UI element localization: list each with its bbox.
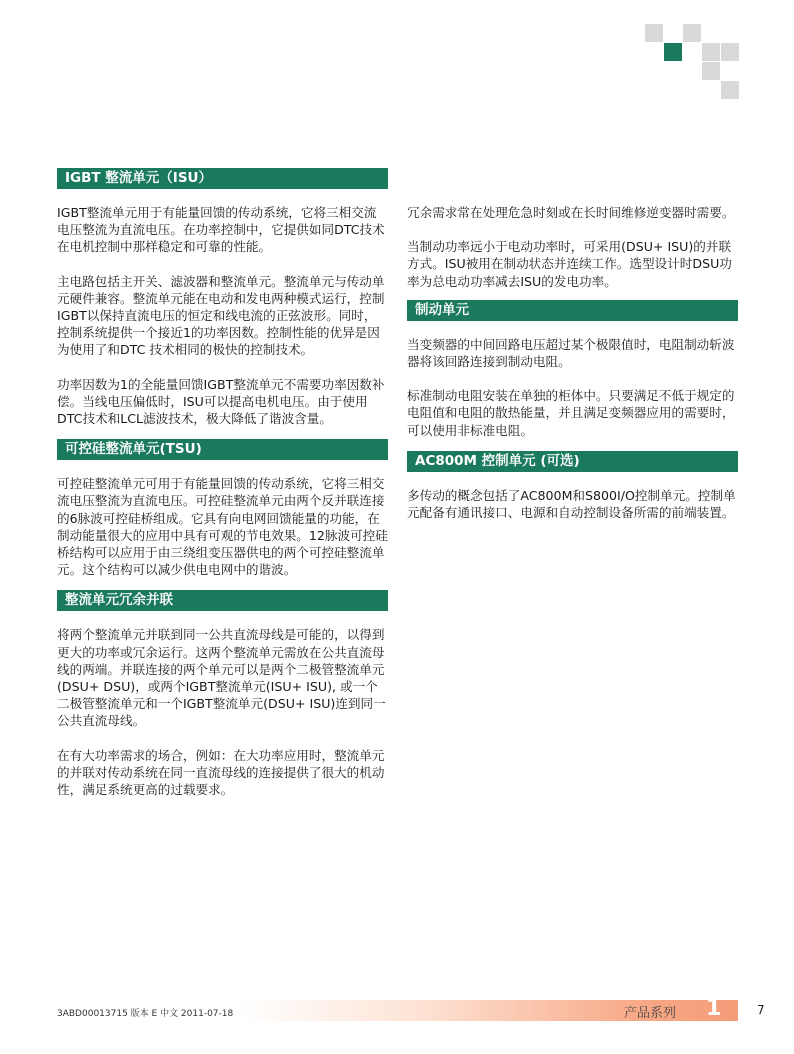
paragraph: 功率因数为1的全能量回馈IGBT整流单元不需要功率因数补偿。当线电压偏低时，ISU可以提高电机电压。由于使用DTC技术和LCL滤波技术，极大降低了谐波含量。 xyxy=(57,376,385,427)
logo-square xyxy=(645,24,663,42)
logo-square-accent xyxy=(664,43,682,61)
section-heading-isu: IGBT 整流单元（ISU） xyxy=(57,168,388,189)
paragraph: 可控硅整流单元可用于有能量回馈的传动系统，它将三相交流电压整流为直流电压。可控硅整流单元由两个反并联连接的6脉波可控硅桥组成。它具有向电网回馈能量的功能，在制动能量很大的应用中具有可观的节电效果。12脉波可控硅桥结构可以应用于由三绕组变压器供电的两个可控硅整流单元。这个结构可以减少供电电网中的谐波。 xyxy=(57,476,388,578)
logo-square xyxy=(683,24,701,42)
paragraph: 当制动功率远小于电动功率时，可采用(DSU+ ISU)的并联方式。ISU被用在制动状态并连续工作。选型设计时DSU功率为总电动功率减去ISU的发电功率。 xyxy=(407,239,732,289)
paragraph: IGBT整流单元用于有能量回馈的传动系统，它将三相交流电压整流为直流电压。在功率控制中，它提供如同DTC技术在电机控制中那样稳定和可靠的性能。 xyxy=(57,205,385,255)
paragraph: 主电路包括主开关、滤波器和整流单元。整流单元与传动单元硬件兼容。整流单元能在电动和发电两种模式运行，控制IGBT以保持直流电压的恒定和线电流的正弦波形。同时，控制系统提供一个接近1的功率因数。控制性能的优异是因为使用了和DTC 技术相同的极快的控制技术。 xyxy=(57,273,385,358)
section-heading-brake-unit: 制动单元 xyxy=(407,300,738,321)
logo-square xyxy=(721,43,739,61)
document-code: 3ABD00013715 版本 E 中文 2011-07-18 xyxy=(57,1009,234,1019)
paragraph: 在有大功率需求的场合，例如：在大功率应用时，整流单元的并联对传动系统在同一直流母线的连接提供了很大的机动性，满足系统更高的过载要求。 xyxy=(57,747,385,798)
paragraph: 将两个整流单元并联到同一公共直流母线是可能的，以得到更大的功率或冗余运行。这两个整流单元需放在公共直流母线的两端。并联连接的两个单元可以是两个二极管整流单元(DSU+ DSU)，或两个IGBT整流单元(ISU+ ISU), 或一个二极管整流单元和一个IGBT整流单元(DSU+ ISU)连到同一公共直流母线。 xyxy=(57,627,386,729)
page-number: 7 xyxy=(757,1003,765,1017)
section-heading-ac800m: AC800M 控制单元 (可选) xyxy=(407,451,738,472)
section-heading-tsu: 可控硅整流单元(TSU) xyxy=(57,439,388,460)
section-heading-redundancy: 整流单元冗余并联 xyxy=(57,590,388,611)
paragraph: 标准制动电阻安装在单独的柜体中。只要满足不低于规定的电阻值和电阻的散热能量，并且满足变频器应用的需要时，可以使用非标准电阻。 xyxy=(407,388,735,438)
right-column xyxy=(407,168,738,521)
logo-square xyxy=(702,62,720,80)
paragraph: 多传动的概念包括了AC800M和S800I/O控制单元。控制单元配备有通讯接口、电源和自动控制设备所需的前端装置。 xyxy=(407,487,736,521)
logo-square xyxy=(702,43,720,61)
series-label: 产品系列 xyxy=(624,1006,677,1021)
squares-logo-icon xyxy=(645,24,740,100)
logo-square xyxy=(721,81,739,99)
series-number: 1 xyxy=(706,996,722,1021)
paragraph: 冗余需求常在处理危急时刻或在长时间维修逆变器时需要。 xyxy=(407,205,735,220)
left-column xyxy=(57,168,388,798)
paragraph: 当变频器的中间回路电压超过某个极限值时，电阻制动斩波器将该回路连接到制动电阻。 xyxy=(407,336,735,370)
